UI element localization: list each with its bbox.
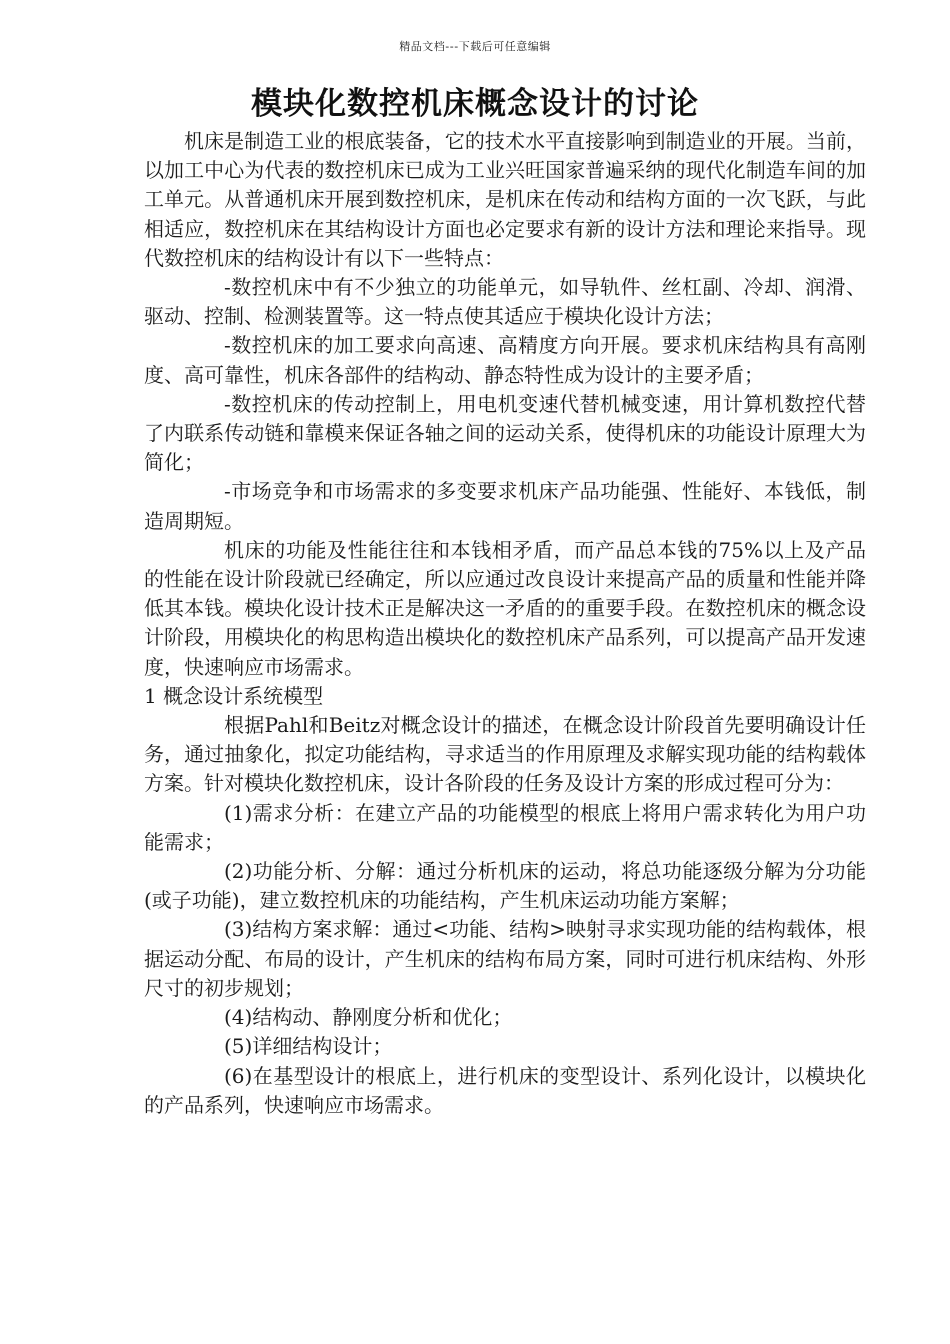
list-item-4: (4)结构动、静刚度分析和优化； xyxy=(224,1005,513,1030)
list-item-6: (6)在基型设计的根底上，进行机床的变型设计、系列化设计，以模块化的产品系列，快速响应市场需求。 xyxy=(144,1063,866,1117)
paragraph-cost: 机床的功能及性能往往和本钱相矛盾，而产品总本钱的75%以上及产品的性能在设计阶段就已经确定，所以应通过改良设计来提高产品的质量和性能并降低其本钱。模块化设计技术正是解决这一矛盾的的重要手段。在数控机床的概念设计阶段，用模块化的构思构造出模块化的数控机床产品系列，可以提高产品开发速度，快速响应市场需求。 xyxy=(144,537,866,679)
document-body xyxy=(144,127,866,1120)
section-heading: 1 概念设计系统模型 xyxy=(144,683,324,708)
document-title: 模块化数控机床概念设计的讨论 xyxy=(251,86,699,122)
list-item-2: (2)功能分析、分解：通过分析机床的运动，将总功能逐级分解为分功能(或子功能)，建立数控机床的功能结构，产生机床运动功能方案解； xyxy=(144,859,866,913)
page-header: 精品文档---下载后可任意编辑 xyxy=(399,40,551,53)
paragraph-feature-3: -数控机床的传动控制上，用电机变速代替机械变速，用计算机数控代替了内联系传动链和靠模来保证各轴之间的运动关系，使得机床的功能设计原理大为简化； xyxy=(144,391,866,475)
list-item-1: (1)需求分析：在建立产品的功能模型的根底上将用户需求转化为用户功能需求； xyxy=(144,800,866,854)
paragraph-feature-1: -数控机床中有不少独立的功能单元，如导轨件、丝杠副、冷却、润滑、驱动、控制、检测装置等。这一特点使其适应于模块化设计方法； xyxy=(144,275,866,329)
paragraph-model: 根据Pahl和Beitz对概念设计的描述，在概念设计阶段首先要明确设计任务，通过抽象化，拟定功能结构，寻求适当的作用原理及求解实现功能的结构载体方案。针对模块化数控机床，设计各阶段的任务及设计方案的形成过程可分为： xyxy=(144,713,866,796)
paragraph-feature-4: -市场竞争和市场需求的多变要求机床产品功能强、性能好、本钱低，制造周期短。 xyxy=(144,479,866,533)
list-item-5: (5)详细结构设计； xyxy=(224,1034,393,1059)
paragraph-intro: 机床是制造工业的根底装备，它的技术水平直接影响到制造业的开展。当前，以加工中心为代表的数控机床已成为工业兴旺国家普遍采纳的现代化制造车间的加工单元。从普通机床开展到数控机床，是机床在传动和结构方面的一次飞跃，与此相适应，数控机床在其结构设计方面也必定要求有新的设计方法和理论来指导。现代数控机床的结构设计有以下一些特点： xyxy=(144,129,866,270)
paragraph-feature-2: -数控机床的加工要求向高速、高精度方向开展。要求机床结构具有高刚度、高可靠性，机床各部件的结构动、静态特性成为设计的主要矛盾； xyxy=(144,333,866,387)
list-item-3: (3)结构方案求解：通过<功能、结构>映射寻求实现功能的结构载体，根据运动分配、布局的设计，产生机床的结构布局方案，同时可进行机床结构、外形尺寸的初步规划； xyxy=(144,917,866,1000)
